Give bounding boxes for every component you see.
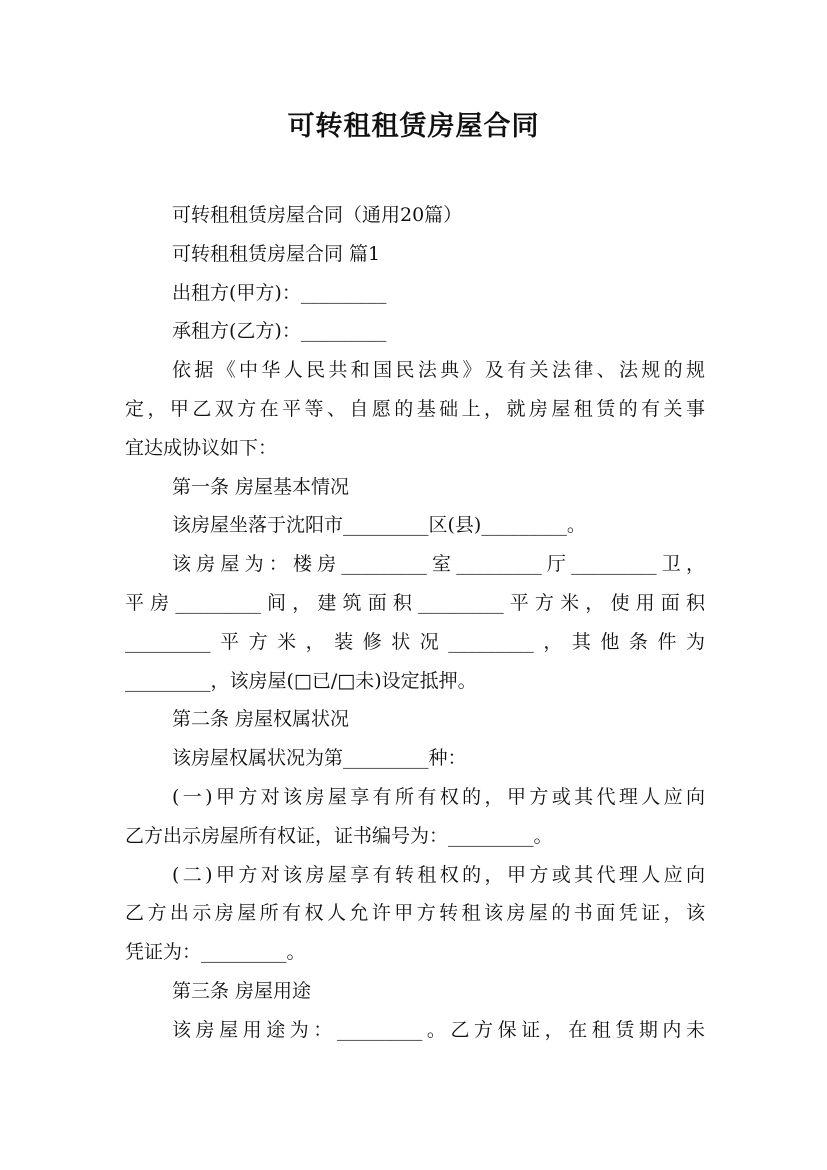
lessee-line: 承租方(乙方)：_________ xyxy=(172,320,387,343)
paragraph-line: 该房屋权属状况为第_________种： xyxy=(172,747,467,770)
paragraph-line: 该房屋为：楼房_________室_________厅_________卫， xyxy=(172,553,705,576)
paragraph-line: 该房屋用途为：_________。乙方保证，在租赁期内未 xyxy=(172,1018,705,1041)
paragraph-line: 宜达成协议如下： xyxy=(125,436,278,459)
doc-subtitle: 可转租租赁房屋合同（通用20篇） xyxy=(172,204,463,226)
lessor-line: 出租方(甲方)：_________ xyxy=(172,281,387,304)
paragraph-line: _________平方米，装修状况_________，其他条件为 xyxy=(125,630,705,653)
section-heading-part1: 可转租租赁房屋合同 篇1 xyxy=(172,242,381,265)
paragraph-line: 该房屋坐落于沈阳市_________区(县)_________。 xyxy=(172,514,586,537)
document-title: 可转租租赁房屋合同 xyxy=(287,111,540,142)
paragraph-line: 乙方出示房屋所有权人允许甲方转租该房屋的书面凭证，该 xyxy=(125,902,705,925)
paragraph-line: 定，甲乙双方在平等、自愿的基础上，就房屋租赁的有关事 xyxy=(125,397,705,420)
paragraph-line: (一)甲方对该房屋享有所有权的，甲方或其代理人应向 xyxy=(172,785,705,808)
paragraph-line: _________，该房屋(□已/□未)设定抵押。 xyxy=(125,669,477,692)
article-heading: 第二条 房屋权属状况 xyxy=(172,708,350,731)
article-heading: 第一条 房屋基本情况 xyxy=(172,475,350,498)
paragraph-line: 依据《中华人民共和国民法典》及有关法律、法规的规 xyxy=(172,359,705,382)
document-body xyxy=(125,196,705,1050)
paragraph-line: (二)甲方对该房屋享有转租权的，甲方或其代理人应向 xyxy=(172,863,705,886)
paragraph-line: 乙方出示房屋所有权证，证书编号为：_________。 xyxy=(125,824,553,847)
article-heading: 第三条 房屋用途 xyxy=(172,979,312,1002)
paragraph-line: 凭证为：_________。 xyxy=(125,941,306,964)
paragraph-line: 平房_________间，建筑面积_________平方米，使用面积 xyxy=(125,591,705,614)
